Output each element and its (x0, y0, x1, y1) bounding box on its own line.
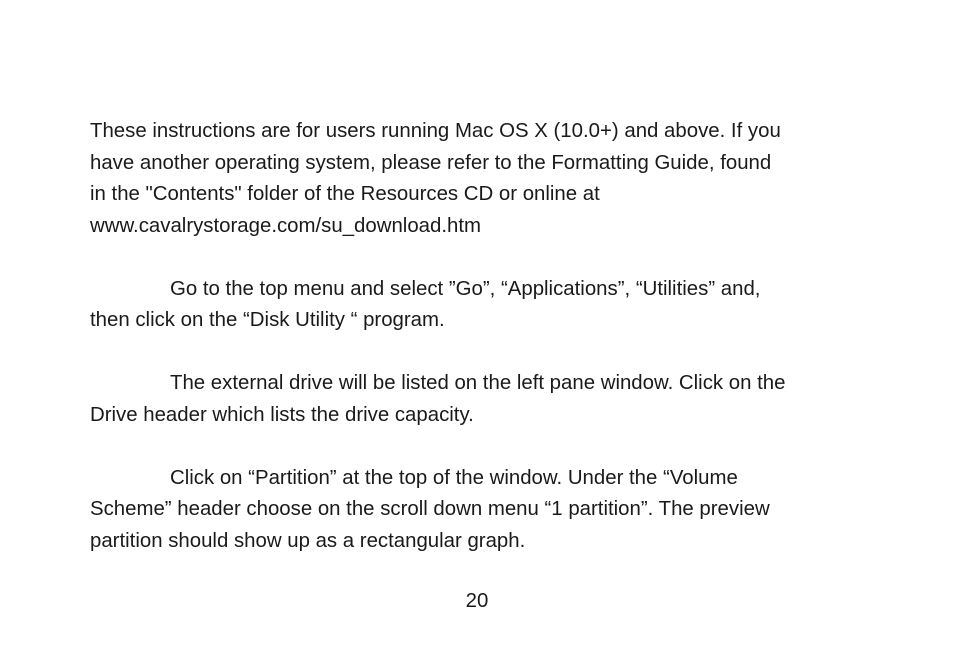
step-paragraph-3 (90, 463, 870, 558)
step-line: Drive header which lists the drive capacity. (90, 403, 474, 426)
step-line: then click on the “Disk Utility “ program. (90, 309, 445, 331)
intro-url-line: www.cavalrystorage.com/su_download.htm (90, 214, 481, 237)
intro-paragraph (90, 116, 870, 242)
step-line: The external drive will be listed on the left pane window. Click on the (170, 372, 786, 394)
document-body (90, 116, 870, 589)
page-number: 20 (465, 590, 489, 612)
step-paragraph-2 (90, 368, 870, 431)
step-line: Click on “Partition” at the top of the window. Under the “Volume (170, 466, 738, 489)
intro-line: have another operating system, please refer to the Formatting Guide, found (90, 151, 772, 174)
step-paragraph-1 (90, 274, 870, 337)
intro-line: These instructions are for users running Mac OS X (10.0+) and above. If you (90, 120, 781, 142)
intro-line: in the "Contents" folder of the Resources CD or online at (90, 183, 600, 205)
step-line: Scheme” header choose on the scroll down menu “1 partition”. The preview (90, 498, 770, 520)
step-line: Go to the top menu and select ”Go”, “Applications”, “Utilities” and, (170, 277, 761, 300)
step-line: partition should show up as a rectangular graph. (90, 529, 526, 552)
